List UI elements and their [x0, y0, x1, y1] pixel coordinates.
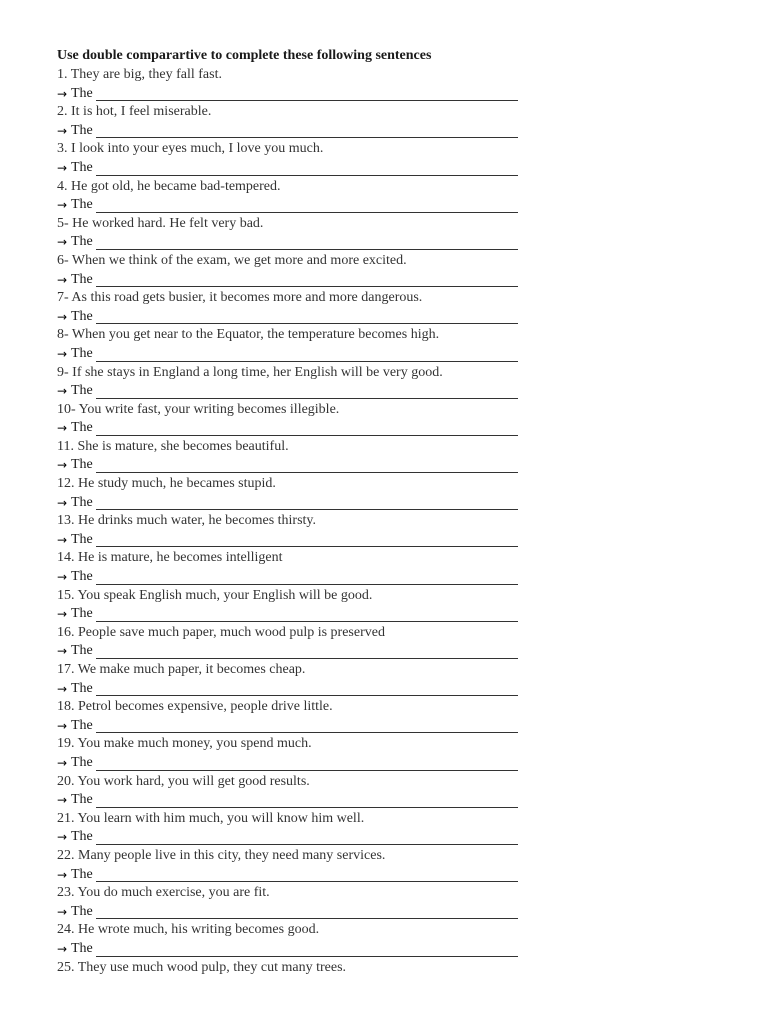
answer-line: [57, 680, 537, 699]
exercise-prompt: 18. Petrol becomes expensive, people drive little.: [57, 699, 333, 715]
answer-line: [57, 494, 537, 513]
answer-line: [57, 419, 537, 438]
answer-blank[interactable]: [96, 571, 518, 585]
answer-blank[interactable]: [96, 348, 518, 362]
answer-line: [57, 754, 537, 773]
answer-prefix: The: [71, 717, 93, 733]
answer-prefix: The: [71, 754, 93, 770]
answer-blank[interactable]: [96, 236, 518, 250]
answer-blank[interactable]: [96, 459, 518, 473]
exercise-prompt: 5- He worked hard. He felt very bad.: [57, 215, 264, 231]
answer-blank[interactable]: [96, 385, 518, 399]
answer-line: [57, 233, 537, 252]
answer-blank[interactable]: [96, 422, 518, 436]
answer-prefix: The: [71, 345, 93, 361]
answer-blank[interactable]: [96, 87, 518, 101]
exercise-prompt: 24. He wrote much, his writing becomes good.: [57, 922, 320, 938]
answer-prefix: The: [71, 457, 93, 473]
exercise-prompt: 11. She is mature, she becomes beautiful.: [57, 438, 289, 454]
exercise-prompt: 15. You speak English much, your English will be good.: [57, 587, 373, 603]
arrow-right-icon: →: [57, 495, 68, 510]
answer-prefix: The: [71, 420, 93, 436]
arrow-right-icon: →: [57, 532, 68, 547]
answer-blank[interactable]: [96, 273, 518, 287]
exercise-prompt: 6- When we think of the exam, we get more and more excited.: [57, 252, 407, 268]
arrow-right-icon: →: [57, 421, 68, 436]
answer-line: [57, 456, 537, 475]
answer-blank[interactable]: [96, 905, 518, 919]
answer-blank[interactable]: [96, 682, 518, 696]
arrow-right-icon: →: [57, 198, 68, 213]
answer-prefix: The: [71, 531, 93, 547]
answer-line: [57, 122, 537, 141]
answer-prefix: The: [71, 308, 93, 324]
answer-line: [57, 903, 537, 922]
exercise-prompt: 4. He got old, he became bad-tempered.: [57, 178, 281, 194]
arrow-right-icon: →: [57, 346, 68, 361]
exercise-prompt: 19. You make much money, you spend much.: [57, 736, 312, 752]
exercise-prompt: 22. Many people live in this city, they need many services.: [57, 847, 386, 863]
arrow-right-icon: →: [57, 458, 68, 473]
answer-line: [57, 605, 537, 624]
worksheet: [57, 47, 537, 977]
answer-blank[interactable]: [96, 794, 518, 808]
arrow-right-icon: →: [57, 941, 68, 956]
arrow-right-icon: →: [57, 123, 68, 138]
answer-line: [57, 382, 537, 401]
arrow-right-icon: →: [57, 644, 68, 659]
exercise-prompt: 7- As this road gets busier, it becomes more and more dangerous.: [57, 290, 423, 306]
answer-prefix: The: [71, 383, 93, 399]
answer-blank[interactable]: [96, 310, 518, 324]
answer-line: [57, 717, 537, 736]
arrow-right-icon: →: [57, 904, 68, 919]
exercise-prompt: 21. You learn with him much, you will know him well.: [57, 810, 365, 826]
answer-line: [57, 642, 537, 661]
answer-line: [57, 828, 537, 847]
exercise-prompt: 12. He study much, he becames stupid.: [57, 476, 276, 492]
answer-blank[interactable]: [96, 719, 518, 733]
arrow-right-icon: →: [57, 681, 68, 696]
answer-line: [57, 159, 537, 178]
answer-prefix: The: [71, 271, 93, 287]
answer-prefix: The: [71, 792, 93, 808]
answer-prefix: The: [71, 85, 93, 101]
answer-prefix: The: [71, 643, 93, 659]
answer-blank[interactable]: [96, 496, 518, 510]
exercise-prompt: 10- You write fast, your writing becomes illegible.: [57, 401, 340, 417]
arrow-right-icon: →: [57, 755, 68, 770]
answer-blank[interactable]: [96, 124, 518, 138]
arrow-right-icon: →: [57, 235, 68, 250]
exercise-prompt: 2. It is hot, I feel miserable.: [57, 104, 212, 120]
exercise-prompt: 16. People save much paper, much wood pulp is preserved: [57, 624, 385, 640]
arrow-right-icon: →: [57, 160, 68, 175]
worksheet-title: Use double comparartive to complete these following sentences: [57, 48, 432, 63]
answer-line: [57, 531, 537, 550]
exercise-prompt: 23. You do much exercise, you are fit.: [57, 885, 270, 901]
arrow-right-icon: →: [57, 793, 68, 808]
answer-prefix: The: [71, 569, 93, 585]
answer-prefix: The: [71, 234, 93, 250]
exercise-prompt: 13. He drinks much water, he becomes thirsty.: [57, 513, 317, 529]
answer-line: [57, 271, 537, 290]
arrow-right-icon: →: [57, 570, 68, 585]
arrow-right-icon: →: [57, 384, 68, 399]
exercise-prompt: 25. They use much wood pulp, they cut many trees.: [57, 959, 347, 975]
answer-prefix: The: [71, 494, 93, 510]
answer-prefix: The: [71, 159, 93, 175]
answer-line: [57, 85, 537, 104]
exercise-prompt: 1. They are big, they fall fast.: [57, 67, 222, 82]
arrow-right-icon: →: [57, 309, 68, 324]
answer-line: [57, 940, 537, 959]
answer-blank[interactable]: [96, 608, 518, 622]
answer-blank[interactable]: [96, 645, 518, 659]
arrow-right-icon: →: [57, 607, 68, 622]
answer-prefix: The: [71, 197, 93, 213]
arrow-right-icon: →: [57, 86, 68, 101]
arrow-right-icon: →: [57, 830, 68, 845]
answer-blank[interactable]: [96, 162, 518, 176]
exercise-prompt: 14. He is mature, he becomes intelligent: [57, 550, 283, 566]
answer-line: [57, 308, 537, 327]
exercise-prompt: 3. I look into your eyes much, I love you much.: [57, 141, 324, 157]
exercise-prompt: 17. We make much paper, it becomes cheap.: [57, 662, 306, 677]
arrow-right-icon: →: [57, 272, 68, 287]
exercise-prompt: 20. You work hard, you will get good results.: [57, 773, 310, 789]
answer-blank[interactable]: [96, 199, 518, 213]
answer-blank[interactable]: [96, 533, 518, 547]
answer-prefix: The: [71, 903, 93, 919]
answer-blank[interactable]: [96, 757, 518, 771]
answer-prefix: The: [71, 940, 93, 956]
answer-prefix: The: [71, 680, 93, 696]
answer-line: [57, 568, 537, 587]
answer-blank[interactable]: [96, 943, 518, 957]
exercise-prompt: 9- If she stays in England a long time, her English will be very good.: [57, 364, 443, 380]
answer-prefix: The: [71, 866, 93, 882]
arrow-right-icon: →: [57, 718, 68, 733]
answer-prefix: The: [71, 829, 93, 845]
answer-line: [57, 791, 537, 810]
answer-line: [57, 196, 537, 215]
answer-line: [57, 345, 537, 364]
arrow-right-icon: →: [57, 867, 68, 882]
answer-prefix: The: [71, 122, 93, 138]
exercise-prompt: 8- When you get near to the Equator, the temperature becomes high.: [57, 327, 440, 343]
answer-prefix: The: [71, 606, 93, 622]
answer-line: [57, 866, 537, 885]
answer-blank[interactable]: [96, 868, 518, 882]
exercise-list: [57, 66, 537, 977]
answer-blank[interactable]: [96, 831, 518, 845]
